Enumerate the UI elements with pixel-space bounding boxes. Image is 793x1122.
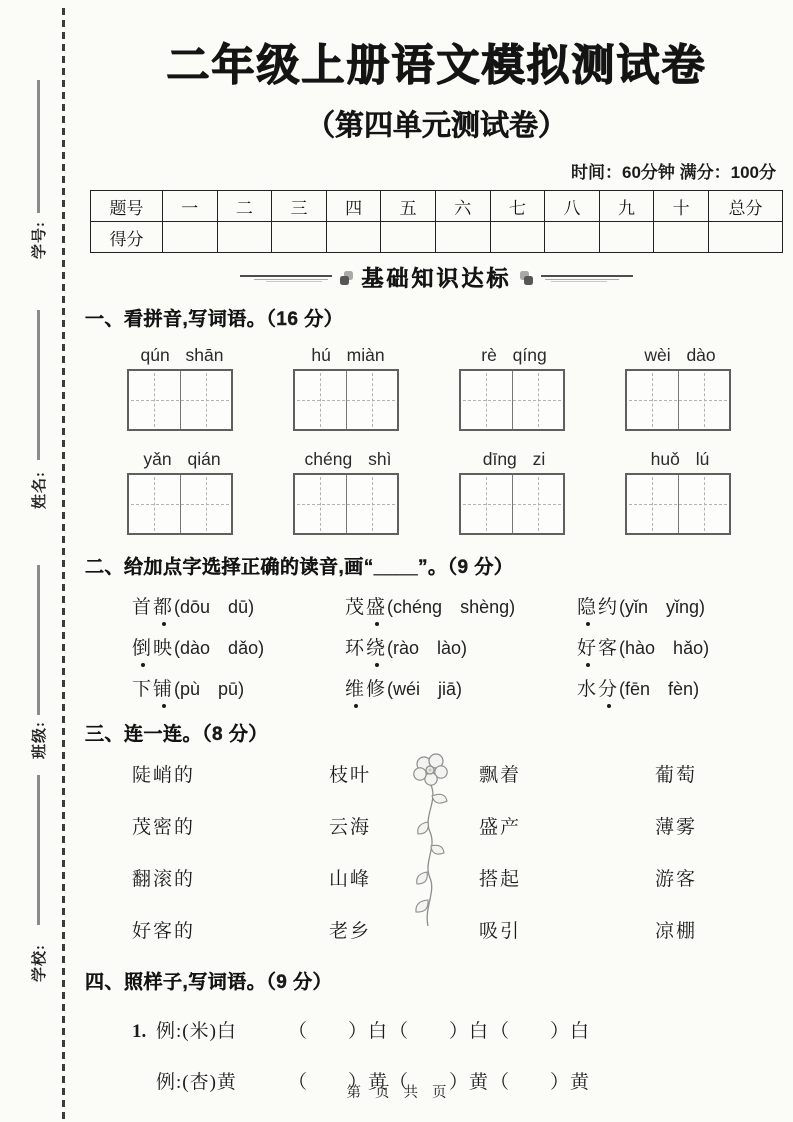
q4-blank: （ ）白 <box>389 1021 490 1042</box>
q2-options: (fēn fèn) <box>619 679 700 699</box>
q4-blank: （ ）白 <box>490 1021 591 1042</box>
pinyin-label: qún shān <box>140 345 224 365</box>
q2-word-dotted: 分 <box>598 679 620 700</box>
q1-unit <box>127 449 237 535</box>
q4-example: 例:(杏)黄 <box>156 1072 237 1093</box>
q2-options: (chéng shèng) <box>387 597 516 617</box>
q2-word: 客 <box>598 638 620 659</box>
q4-example: 例:(米)白 <box>156 1021 237 1042</box>
q2-items-grid <box>85 592 788 701</box>
q2-item <box>345 633 577 660</box>
q3-word: 凉棚 <box>655 921 698 942</box>
q3-word: 枝叶 <box>329 765 372 786</box>
score-empty-cell <box>709 222 783 253</box>
q1-unit <box>459 449 569 535</box>
score-empty-cell <box>381 222 436 253</box>
student-id-label: 学号: <box>32 221 48 259</box>
q1-unit <box>127 345 237 431</box>
school-label: 学校: <box>32 944 48 982</box>
q4-blank: （ ）黄 <box>389 1072 490 1093</box>
score-empty-cell <box>654 222 709 253</box>
writing-box <box>293 473 399 535</box>
q2-word-dotted: 好 <box>577 638 599 659</box>
score-empty-cell <box>599 222 654 253</box>
q1-unit <box>625 449 735 535</box>
q2-options: (wéi jiā) <box>387 679 463 699</box>
q1-pinyin-row-2 <box>85 449 788 535</box>
q3-word: 吸引 <box>479 921 522 942</box>
q3-word: 陡峭的 <box>132 765 196 786</box>
q2-item <box>345 674 577 701</box>
score-table-header-row <box>91 191 783 222</box>
q1-unit <box>459 345 569 431</box>
name-label: 姓名: <box>32 471 48 509</box>
q4-item-number: 1. <box>132 1021 147 1042</box>
q4-blank: （ ）黄 <box>288 1072 389 1093</box>
q2-item <box>132 592 345 619</box>
score-empty-cell <box>326 222 381 253</box>
q2-word: 约 <box>598 597 620 618</box>
score-header-cell: 题号 <box>91 191 163 222</box>
writing-box <box>127 473 233 535</box>
q2-word: 映 <box>153 638 175 659</box>
q2-word: 下 <box>132 679 154 700</box>
q2-options: (pù pū) <box>174 679 245 699</box>
q1-pinyin-row-1 <box>85 345 788 431</box>
q2-item <box>577 674 788 701</box>
q3-word: 翻滚的 <box>132 869 196 890</box>
pinyin-label: hú miàn <box>311 345 385 365</box>
score-header-cell: 九 <box>599 191 654 222</box>
banner-right-squares-icon <box>519 270 534 286</box>
q4-blank: （ ）黄 <box>490 1072 591 1093</box>
pinyin-label: yǎn qián <box>143 449 221 469</box>
score-header-cell: 三 <box>272 191 327 222</box>
writing-box <box>625 369 731 431</box>
score-header-cell: 四 <box>326 191 381 222</box>
q2-word: 修 <box>366 679 388 700</box>
pinyin-label: dīng zi <box>482 449 546 469</box>
score-header-cell: 八 <box>545 191 600 222</box>
q2-word-dotted: 隐 <box>577 597 599 618</box>
score-empty-cell <box>217 222 272 253</box>
q3-word: 葡萄 <box>655 765 698 786</box>
score-header-cell: 七 <box>490 191 545 222</box>
q2-item <box>132 674 345 701</box>
section-banner-title: 基础知识达标 <box>361 266 512 291</box>
pinyin-label: huǒ lú <box>650 449 710 469</box>
q3-word: 游客 <box>655 869 698 890</box>
section-banner <box>85 262 788 293</box>
score-header-cell: 五 <box>381 191 436 222</box>
class-label: 班级: <box>32 721 48 759</box>
writing-box <box>459 473 565 535</box>
q3-word: 好客的 <box>132 921 196 942</box>
q2-word: 茂 <box>345 597 367 618</box>
q2-options: (yǐn yǐng) <box>619 597 706 617</box>
q1-unit <box>625 345 735 431</box>
q2-word-dotted: 铺 <box>153 679 175 700</box>
banner-left-squares-icon <box>339 270 354 286</box>
time-and-score-info: 时间：60分钟 满分：100分 <box>571 163 776 182</box>
q2-title: 二、给加点字选择正确的读音,画“____”。（9 分） <box>85 557 514 578</box>
q2-word-dotted: 绕 <box>366 638 388 659</box>
q2-word-dotted: 都 <box>153 597 175 618</box>
page-footer: 第 页 共 页 <box>346 1085 447 1101</box>
banner-right-lines-decoration <box>541 273 633 283</box>
q2-options: (dōu dū) <box>174 597 255 617</box>
q3-word: 茂密的 <box>132 817 196 838</box>
score-header-cell: 六 <box>435 191 490 222</box>
name-write-line <box>37 310 40 460</box>
student-id-write-line <box>37 80 40 213</box>
class-write-line <box>37 565 40 715</box>
q3-title: 三、连一连。（8 分） <box>85 724 268 745</box>
score-header-cell: 二 <box>217 191 272 222</box>
paper-subtitle: （第四单元测试卷） <box>305 110 567 142</box>
pinyin-label: wèi dào <box>644 345 716 365</box>
writing-box <box>127 369 233 431</box>
q1-unit <box>293 449 403 535</box>
q2-item <box>345 592 577 619</box>
q3-word: 云海 <box>329 817 372 838</box>
score-empty-cell <box>163 222 218 253</box>
score-row-label: 得分 <box>91 222 163 253</box>
school-write-line <box>37 775 40 925</box>
writing-box <box>459 369 565 431</box>
q4-title: 四、照样子,写词语。（9 分） <box>85 972 333 993</box>
pinyin-label: chéng shì <box>304 449 392 469</box>
q2-options: (rào lào) <box>387 638 468 658</box>
q3-body <box>85 760 788 943</box>
score-header-cell: 十 <box>654 191 709 222</box>
q3-matching-grid <box>85 760 788 943</box>
q3-word: 山峰 <box>329 869 372 890</box>
score-empty-cell <box>490 222 545 253</box>
score-header-cell: 总分 <box>709 191 783 222</box>
q2-word: 水 <box>577 679 599 700</box>
paper-title: 二年级上册语文模拟测试卷 <box>166 42 707 90</box>
paper-content <box>85 0 788 1094</box>
q1-title: 一、看拼音,写词语。（16 分） <box>85 309 344 330</box>
writing-box <box>625 473 731 535</box>
score-empty-cell <box>272 222 327 253</box>
q1-unit <box>293 345 403 431</box>
score-table <box>90 190 783 253</box>
score-empty-cell <box>435 222 490 253</box>
q2-word-dotted: 盛 <box>366 597 388 618</box>
q3-word: 薄雾 <box>655 817 698 838</box>
q2-item <box>132 633 345 660</box>
seal-cut-dashed-line <box>62 8 65 1122</box>
q2-word: 环 <box>345 638 367 659</box>
q3-word: 老乡 <box>329 921 372 942</box>
writing-box <box>293 369 399 431</box>
banner-left-lines-decoration <box>240 273 332 283</box>
q3-word: 飘着 <box>479 765 522 786</box>
q2-item <box>577 633 788 660</box>
q2-word-dotted: 维 <box>345 679 367 700</box>
score-table-score-row <box>91 222 783 253</box>
q3-word: 搭起 <box>479 869 522 890</box>
q2-options: (hào hǎo) <box>619 638 710 658</box>
q2-options: (dào dǎo) <box>174 638 265 658</box>
q4-line-1 <box>85 1016 788 1043</box>
q2-item <box>577 592 788 619</box>
q2-word-dotted: 倒 <box>132 638 154 659</box>
q4-blank: （ ）白 <box>288 1021 389 1042</box>
q3-word: 盛产 <box>479 817 522 838</box>
pinyin-label: rè qíng <box>481 345 547 365</box>
score-empty-cell <box>545 222 600 253</box>
score-header-cell: 一 <box>163 191 218 222</box>
q2-word: 首 <box>132 597 154 618</box>
